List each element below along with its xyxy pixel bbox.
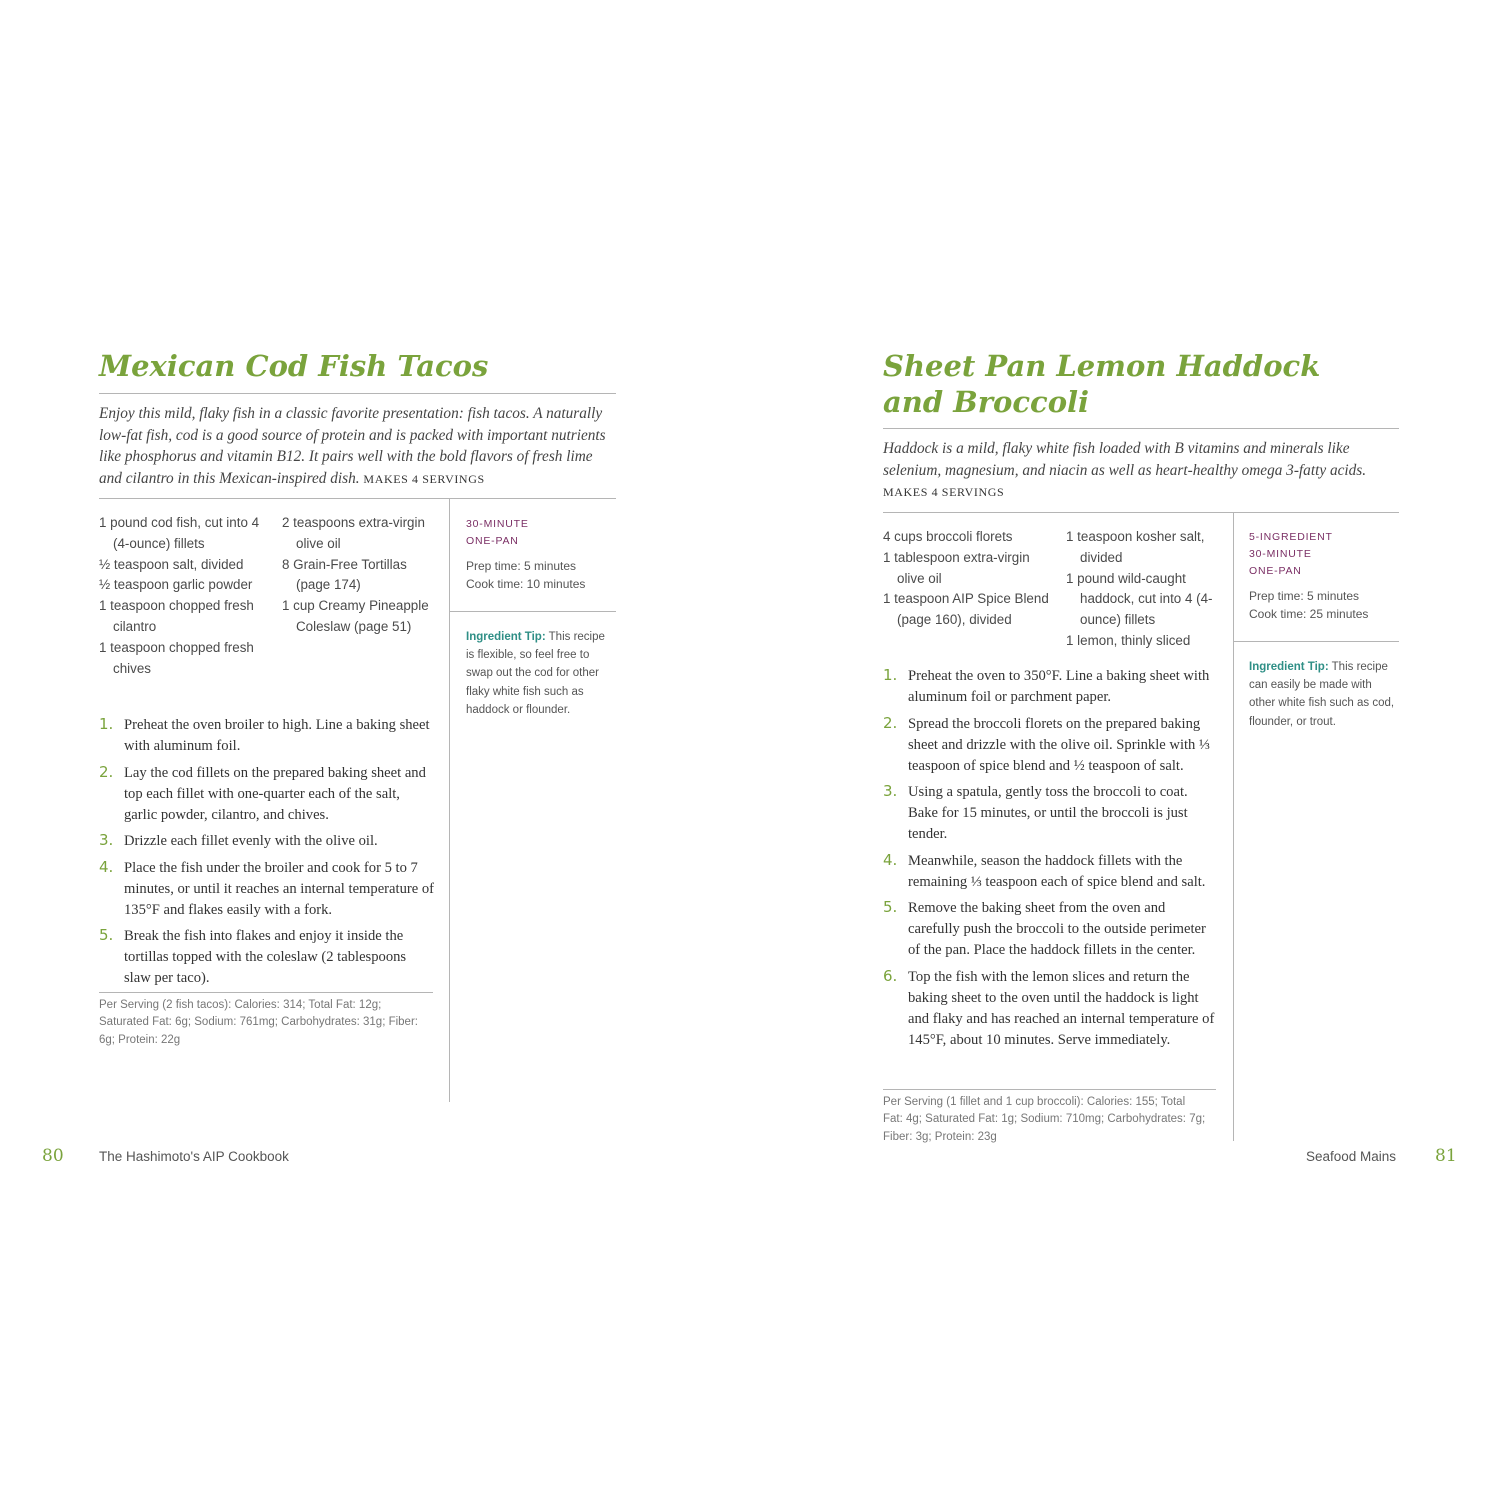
step-item bbox=[883, 967, 1219, 1051]
tip-label: Ingredient Tip: bbox=[1249, 661, 1329, 673]
recipe-title bbox=[883, 348, 1403, 420]
step-item bbox=[99, 926, 434, 989]
tip-label: Ingredient Tip: bbox=[466, 631, 546, 643]
step-number: 1. bbox=[883, 666, 898, 684]
step-number: 5. bbox=[883, 898, 898, 916]
sidebar-divider bbox=[1233, 513, 1234, 1141]
step-number: 3. bbox=[883, 782, 898, 800]
step-text: Preheat the oven to 350°F. Line a baking sheet with aluminum foil or parchment paper. bbox=[908, 668, 1210, 705]
step-item bbox=[99, 763, 434, 826]
step-item bbox=[883, 851, 1219, 893]
recipe-intro: Haddock is a mild, flaky white fish loaded with B vitamins and minerals like selenium, magnesium, and niacin as well as heart-healthy omega 3-fatty acids. bbox=[883, 440, 1367, 479]
ingredient-item: 1 tablespoon extra-virgin olive oil bbox=[883, 549, 1030, 586]
recipe-tags bbox=[466, 516, 529, 550]
servings-label: MAKES 4 SERVINGS bbox=[883, 485, 1005, 499]
nutrition-info: Per Serving (2 fish tacos): Calories: 314; Total Fat: 12g; Saturated Fat: 6g; Sodium: 761mg; Carbohydrates: 31g; Fiber: 6g; Protein: 22g bbox=[99, 999, 418, 1046]
cook-time: Cook time: 10 minutes bbox=[466, 577, 586, 592]
servings-label: MAKES 4 SERVINGS bbox=[363, 471, 485, 486]
tip-text: This recipe is flexible, so feel free to swap out the cod for other flaky white fish such as haddock or flounder. bbox=[466, 631, 605, 716]
nutrition-divider bbox=[883, 1089, 1216, 1090]
recipe-title: Mexican Cod Fish Tacos bbox=[99, 349, 489, 383]
nutrition-divider bbox=[99, 992, 433, 993]
step-text: Break the fish into flakes and enjoy it inside the tortillas topped with the coleslaw (2 tablespoons slaw per taco). bbox=[124, 928, 407, 986]
running-head: Seafood Mains bbox=[1306, 1149, 1397, 1164]
ingredient-item: 1 teaspoon kosher salt, divided bbox=[1066, 529, 1205, 565]
step-item bbox=[883, 898, 1219, 961]
title-line: Sheet Pan Lemon Haddock bbox=[883, 349, 1321, 383]
step-number: 5. bbox=[99, 926, 114, 944]
step-number: 3. bbox=[99, 831, 114, 849]
step-item bbox=[883, 714, 1219, 777]
intro-divider bbox=[99, 498, 616, 499]
tag-label: 5-INGREDIENT bbox=[1249, 531, 1333, 543]
ingredient-tip bbox=[466, 628, 616, 719]
ingredient-item: 2 teaspoons extra-virgin olive oil bbox=[282, 515, 425, 551]
step-number: 2. bbox=[883, 713, 898, 732]
step-item bbox=[883, 782, 1219, 845]
step-text: Spread the broccoli florets on the prepared baking sheet and drizzle with the olive oil. Sprinkle with ⅓ teaspoon of spice blend and ½ teaspoon of salt. bbox=[908, 715, 1210, 774]
ingredient-item: 1 pound wild-caught haddock, cut into 4 (4-ounce) fillets bbox=[1066, 570, 1213, 628]
intro-text: Enjoy this mild, flaky fish in a classic favorite presentation: fish tacos. A naturally low-fat fish, cod is a good source of protein and is packed with important nutrients like phosphorus and vitamin B12. It pairs well with the bold flavors of fresh lime and cilantro in this Mexican-inspired dish. bbox=[99, 405, 606, 487]
title-divider bbox=[883, 428, 1399, 429]
ingredients-column-1 bbox=[883, 527, 1058, 631]
recipe-tags bbox=[1249, 529, 1333, 579]
step-text: Lay the cod fillets on the prepared baking sheet and top each fillet with one-quarter each of the salt, garlic powder, cilantro, and chives. bbox=[124, 764, 426, 823]
step-text: Preheat the oven broiler to high. Line a baking sheet with aluminum foil. bbox=[124, 717, 430, 754]
ingredient-item: 1 pound cod fish, cut into 4 (4-ounce) fillets bbox=[99, 515, 260, 551]
sidebar-divider bbox=[449, 499, 450, 1102]
ingredient-item: 1 lemon, thinly sliced bbox=[1066, 632, 1191, 648]
step-text: Drizzle each fillet evenly with the olive oil. bbox=[124, 833, 378, 849]
tag-label: 30-MINUTE bbox=[1249, 547, 1312, 560]
step-text: Remove the baking sheet from the oven and carefully push the broccoli to the outside perimeter of the pan. Place the haddock fillets in the center. bbox=[908, 900, 1206, 958]
ingredient-item: ½ teaspoon salt, divided bbox=[99, 556, 244, 572]
ingredient-item: ½ teaspoon garlic powder bbox=[99, 577, 253, 593]
step-text: Place the fish under the broiler and cook for 5 to 7 minutes, or until it reaches an internal temperature of 135°F and flakes easily with a fork. bbox=[124, 859, 435, 918]
page-number: 80 bbox=[42, 1146, 64, 1166]
ingredient-item: 1 teaspoon chopped fresh cilantro bbox=[99, 598, 254, 634]
sidebar-rule bbox=[1234, 641, 1399, 642]
tip-text: This recipe can easily be made with other white fish such as cod, flounder, or trout. bbox=[1249, 661, 1395, 728]
page-number: 81 bbox=[1435, 1146, 1457, 1166]
step-number: 4. bbox=[883, 850, 898, 869]
ingredient-item: 1 cup Creamy Pineapple Coleslaw (page 51) bbox=[282, 598, 429, 634]
recipe-intro bbox=[99, 403, 618, 490]
ingredient-item: 8 Grain-Free Tortillas (page 174) bbox=[282, 556, 407, 593]
intro-divider bbox=[883, 512, 1399, 513]
title-divider bbox=[99, 393, 616, 394]
recipe-steps bbox=[99, 715, 434, 995]
step-item bbox=[883, 666, 1219, 708]
prep-time: Prep time: 5 minutes bbox=[1249, 589, 1360, 603]
step-item bbox=[99, 715, 434, 757]
ingredient-tip bbox=[1249, 658, 1399, 731]
ingredients-column-2 bbox=[1066, 527, 1224, 652]
step-number: 6. bbox=[883, 966, 898, 985]
ingredients-column-1 bbox=[99, 513, 274, 679]
sidebar-rule bbox=[450, 611, 616, 612]
step-text: Top the fish with the lemon slices and return the baking sheet to the oven until the haddock is light and flaky and has reached an internal temperature of 145°F, about 10 minutes. Serve immediately. bbox=[908, 968, 1215, 1048]
step-text: Using a spatula, gently toss the broccoli to coat. Bake for 15 minutes, or until the broccoli is just tender. bbox=[908, 784, 1188, 842]
recipe-times bbox=[466, 557, 585, 594]
prep-time: Prep time: 5 minutes bbox=[466, 559, 577, 573]
step-item bbox=[99, 831, 434, 852]
running-head: The Hashimoto's AIP Cookbook bbox=[99, 1149, 289, 1164]
recipe-times bbox=[1249, 587, 1368, 624]
cook-time: Cook time: 25 minutes bbox=[1249, 607, 1369, 622]
step-number: 2. bbox=[99, 762, 114, 781]
recipe-steps bbox=[883, 666, 1219, 1056]
tag-label: 30-MINUTE bbox=[466, 518, 529, 530]
ingredient-item: 4 cups broccoli florets bbox=[883, 529, 1013, 544]
ingredient-item: 1 teaspoon AIP Spice Blend (page 160), divided bbox=[883, 591, 1049, 628]
tag-label: ONE-PAN bbox=[1249, 564, 1302, 577]
ingredient-item: 1 teaspoon chopped fresh chives bbox=[99, 639, 254, 676]
title-line: and Broccoli bbox=[883, 385, 1090, 419]
step-text: Meanwhile, season the haddock fillets with the remaining ⅓ teaspoon each of spice blend and salt. bbox=[908, 852, 1206, 890]
step-number: 4. bbox=[99, 857, 114, 876]
step-number: 1. bbox=[99, 715, 114, 733]
ingredients-column-2 bbox=[282, 513, 440, 638]
nutrition-info: Per Serving (1 fillet and 1 cup broccoli): Calories: 155; Total Fat: 4g; Saturated Fat: 1g; Sodium: 710mg; Carbohydrates: 7g; Fiber: 3g; Protein: 23g bbox=[883, 1096, 1206, 1143]
step-item bbox=[99, 858, 434, 921]
tag-label: ONE-PAN bbox=[466, 534, 519, 547]
